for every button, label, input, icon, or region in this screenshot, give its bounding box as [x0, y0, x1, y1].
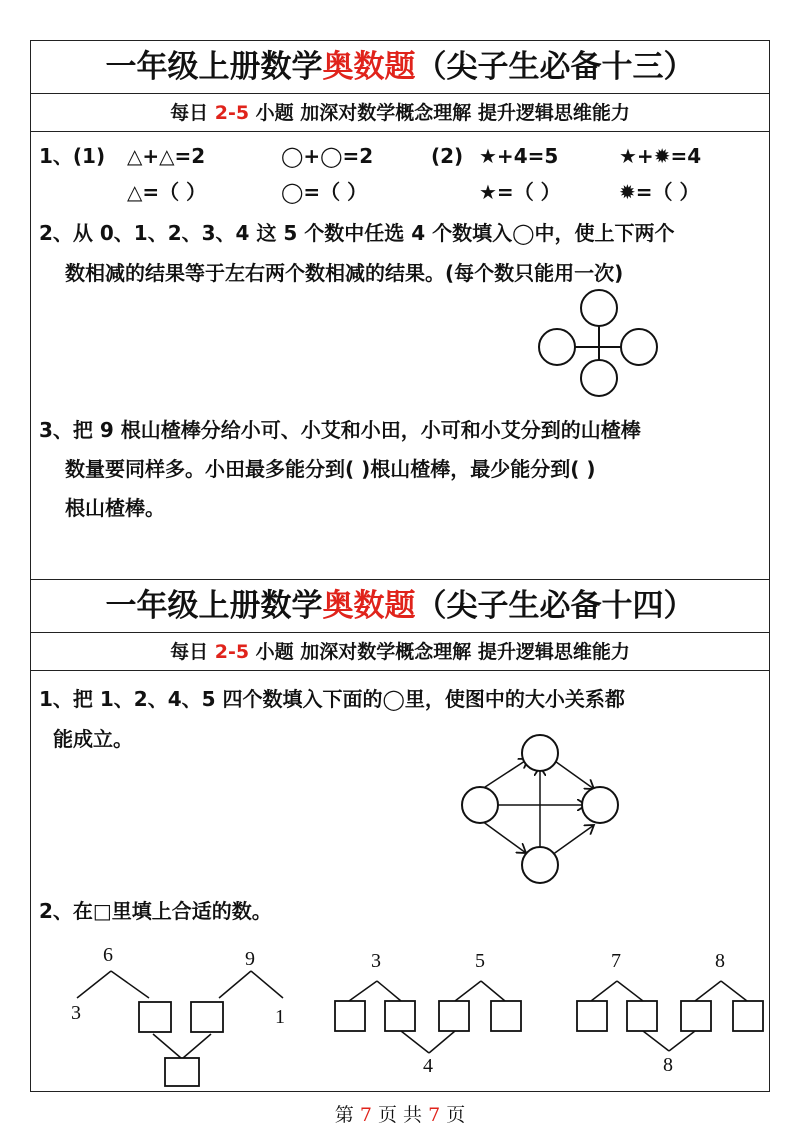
s13-q3-line2: 数量要同样多。小田最多能分到( )根山楂棒，最少能分到( )	[65, 457, 596, 481]
tree2-right-top: 5	[475, 950, 485, 972]
s13-q3-line3: 根山楂棒。	[65, 496, 165, 520]
footer-suffix: 页	[440, 1104, 466, 1126]
subtitle-prefix: 每日	[170, 102, 215, 124]
s13-q1-eq4: ★+✹=4	[619, 144, 702, 168]
section-14-title	[31, 579, 769, 633]
title-suffix: （尖子生必备十三）	[415, 49, 695, 85]
title-highlight: 奥数题	[322, 49, 416, 85]
section-13-title	[31, 41, 769, 94]
footer-total: 7	[428, 1104, 441, 1126]
s14-q1-line2: 能成立。	[53, 727, 133, 751]
subtitle-highlight: 2-5	[214, 641, 250, 663]
footer-middle: 页 共	[371, 1104, 429, 1126]
tree2-left-top: 3	[371, 950, 381, 972]
s13-q1-label2: (2)	[431, 144, 464, 168]
s13-q2-line2: 数相减的结果等于左右两个数相减的结果。(每个数只能用一次)	[65, 261, 624, 285]
title-prefix: 一年级上册数学	[105, 49, 323, 85]
title-suffix: （尖子生必备十四）	[415, 588, 695, 624]
tree3-right-top: 8	[715, 950, 725, 972]
title-highlight: 奥数题	[322, 588, 416, 624]
diamond-circle-top[interactable]	[522, 735, 558, 771]
tree3-box-3[interactable]	[681, 1001, 711, 1031]
circle-bottom[interactable]	[581, 360, 617, 396]
page-footer	[0, 1100, 800, 1127]
circle-left[interactable]	[539, 329, 575, 365]
s13-q3-line1: 3、把 9 根山楂棒分给小可、小艾和小田，小可和小艾分到的山楂棒	[39, 418, 641, 442]
section-13-subtitle	[31, 94, 769, 132]
subtitle-prefix: 每日	[170, 641, 215, 663]
s13-q1-ans4: ✹=（ ）	[619, 180, 700, 204]
circle-top[interactable]	[581, 290, 617, 326]
footer-page: 7	[359, 1104, 372, 1126]
s13-q1-ans2: ◯=（ ）	[281, 180, 368, 204]
diamond-circle-bottom[interactable]	[522, 847, 558, 883]
subtitle-highlight: 2-5	[214, 102, 250, 124]
section-14-subtitle	[31, 633, 769, 671]
diamond-circle-left[interactable]	[462, 787, 498, 823]
s14-q1-line1: 1、把 1、2、4、5 四个数填入下面的◯里，使图中的大小关系都	[39, 687, 625, 711]
diamond-circle-right[interactable]	[582, 787, 618, 823]
tree3-left-top: 7	[611, 950, 621, 972]
worksheet	[30, 40, 770, 1092]
tree2-bottom: 4	[423, 1055, 433, 1077]
tree2-box-3[interactable]	[439, 1001, 469, 1031]
s13-q1-eq2: ◯+◯=2	[281, 144, 374, 168]
tree2-box-2[interactable]	[385, 1001, 415, 1031]
tree1-box-bottom[interactable]	[165, 1058, 199, 1086]
number-tree-1	[61, 936, 291, 1086]
footer-prefix: 第	[334, 1104, 360, 1126]
s13-q1-eq1: △+△=2	[127, 144, 206, 168]
tree1-left-side: 3	[71, 1002, 81, 1024]
s13-q1-ans3: ★=（ ）	[479, 180, 561, 204]
title-prefix: 一年级上册数学	[105, 588, 323, 624]
circle-cross-diagram	[531, 286, 661, 406]
tree3-box-2[interactable]	[627, 1001, 657, 1031]
s13-q2-line1: 2、从 0、1、2、3、4 这 5 个数中任选 4 个数填入◯中，使上下两个	[39, 221, 675, 245]
tree3-bottom: 8	[663, 1054, 673, 1076]
s13-q1-eq3: ★+4=5	[479, 144, 559, 168]
tree3-box-4[interactable]	[733, 1001, 763, 1031]
diamond-relation-diagram	[456, 731, 616, 891]
s13-q1-label: 1、(1)	[39, 144, 106, 168]
s14-q2-line1: 2、在□里填上合适的数。	[39, 899, 272, 923]
s13-q1-ans1: △=（ ）	[127, 180, 207, 204]
tree3-box-1[interactable]	[577, 1001, 607, 1031]
tree1-box-right[interactable]	[191, 1002, 223, 1032]
circle-right[interactable]	[621, 329, 657, 365]
tree2-box-4[interactable]	[491, 1001, 521, 1031]
tree1-right-side: 1	[275, 1006, 285, 1028]
tree2-box-1[interactable]	[335, 1001, 365, 1031]
tree1-box-left[interactable]	[139, 1002, 171, 1032]
subtitle-suffix: 小题 加深对数学概念理解 提升逻辑思维能力	[249, 102, 630, 124]
tree1-right-top: 9	[245, 948, 255, 970]
subtitle-suffix: 小题 加深对数学概念理解 提升逻辑思维能力	[249, 641, 630, 663]
tree1-left-top: 6	[103, 944, 113, 966]
